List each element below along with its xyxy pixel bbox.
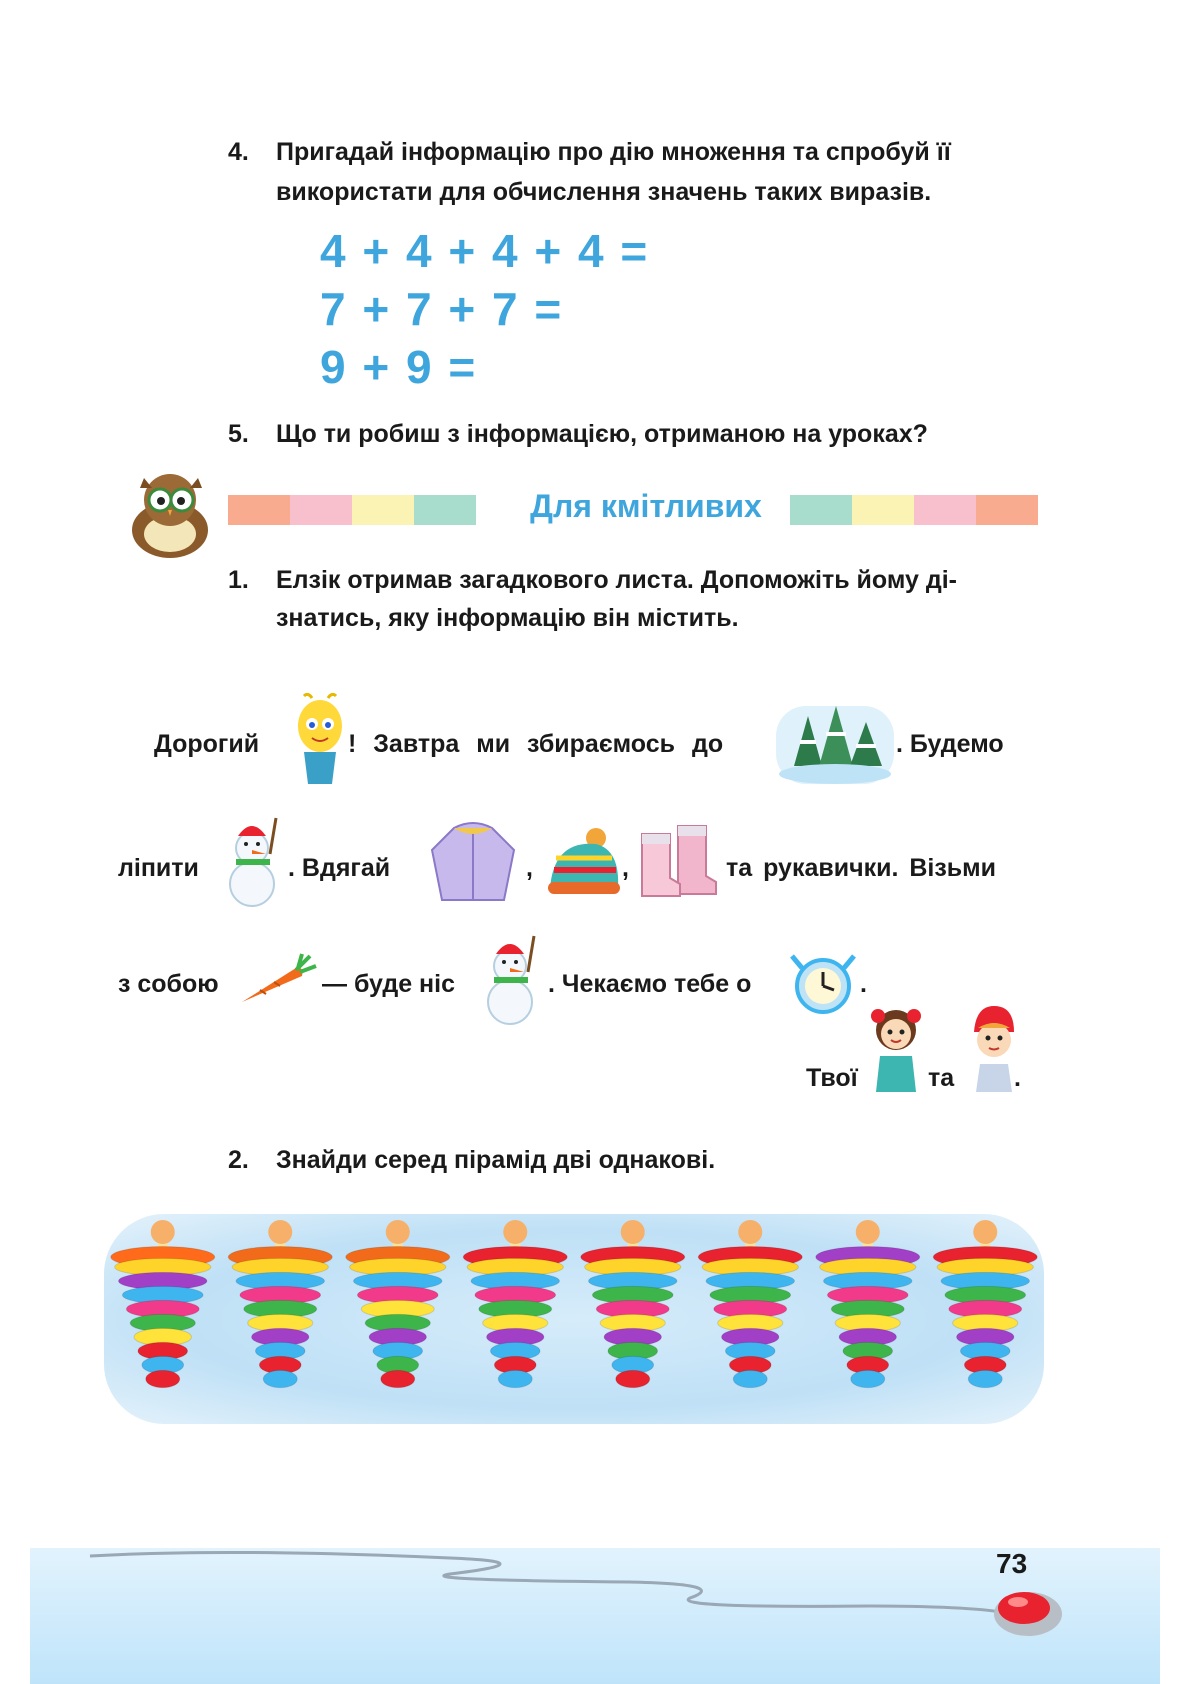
pyramid-ring xyxy=(498,1370,532,1387)
pyramid-knob xyxy=(386,1220,410,1244)
expression: 4 + 4 + 4 + 4 = xyxy=(320,225,650,277)
pyramid-ring xyxy=(733,1370,767,1387)
letter-text: . Вдягай xyxy=(288,854,391,882)
winter-forest-icon xyxy=(774,686,896,786)
stripe xyxy=(352,495,414,525)
task-text-line: Елзік отримав загадкового листа. Допоможіть йому ді- xyxy=(276,566,957,594)
puzzle-2 xyxy=(228,1142,1048,1182)
stripe xyxy=(414,495,476,525)
pyramid-ring xyxy=(851,1370,885,1387)
task-number: 1. xyxy=(228,566,249,594)
stripe xyxy=(914,495,976,525)
ring-pyramid[interactable] xyxy=(581,1220,685,1388)
pyramid-knob xyxy=(503,1220,527,1244)
letter-text: ліпити xyxy=(118,854,199,882)
ring-pyramid[interactable] xyxy=(346,1220,450,1388)
pyramids-drawing xyxy=(104,1214,1044,1424)
letter-text: Дорогий xyxy=(154,730,260,758)
boots-icon xyxy=(634,820,720,898)
pyramid-ring xyxy=(263,1370,297,1387)
girl-icon xyxy=(868,1002,924,1092)
section-title: Для кмітливих xyxy=(530,488,762,524)
task-text-line: знатись, яку інформацію він містить. xyxy=(276,604,739,632)
letter-text: Твої xyxy=(806,1064,858,1092)
section-banner xyxy=(118,470,1038,560)
expression: 7 + 7 + 7 = xyxy=(320,283,564,335)
task-4 xyxy=(228,134,1048,210)
pyramid-knob xyxy=(738,1220,762,1244)
pyramid-knob xyxy=(856,1220,880,1244)
pyramid-ring xyxy=(616,1370,650,1387)
pyramids-panel xyxy=(104,1214,1044,1424)
letter-text: . xyxy=(860,970,867,998)
clock-icon xyxy=(786,950,860,1016)
letter-text: . Чекаємо тебе о xyxy=(548,970,752,998)
page-number: 73 xyxy=(996,1548,1028,1579)
carrot-icon xyxy=(238,952,318,1008)
letter-text: з собою xyxy=(118,970,219,998)
letter-text: , xyxy=(526,854,533,882)
ring-pyramid[interactable] xyxy=(698,1220,802,1388)
puzzle-1 xyxy=(228,562,1048,642)
task-text-line: використати для обчислення значень таких виразів. xyxy=(276,178,932,206)
stripe xyxy=(976,495,1038,525)
task-text-line: Що ти робиш з інформацією, отриманою на уроках? xyxy=(276,420,928,448)
letter-text: . xyxy=(1014,1064,1021,1092)
pyramid-knob xyxy=(268,1220,292,1244)
hat-icon xyxy=(544,826,624,898)
letter-text: , xyxy=(622,854,629,882)
letter-text: та рукавички. Візьми xyxy=(726,854,997,882)
ring-pyramid[interactable] xyxy=(228,1220,332,1388)
ring-pyramid[interactable] xyxy=(111,1220,215,1388)
elzik-icon xyxy=(290,690,350,786)
letter-text: ! Завтра ми збираємось до xyxy=(348,730,724,758)
page-footer xyxy=(30,1548,1160,1684)
pyramid-ring xyxy=(381,1370,415,1387)
stripe xyxy=(290,495,352,525)
pyramid-ring xyxy=(968,1370,1002,1387)
pyramid-knob xyxy=(973,1220,997,1244)
pyramid-knob xyxy=(151,1220,175,1244)
letter-text: — буде ніс xyxy=(322,970,456,998)
snowman-icon xyxy=(476,932,546,1026)
task-text-line: Знайди серед пірамід дві однакові. xyxy=(276,1146,716,1174)
ring-pyramid[interactable] xyxy=(933,1220,1037,1388)
owl-icon xyxy=(118,470,228,560)
stripe xyxy=(852,495,914,525)
stripe xyxy=(790,495,852,525)
letter-text: та xyxy=(928,1064,955,1092)
task-number: 2. xyxy=(228,1146,249,1174)
jacket-icon xyxy=(424,820,522,904)
task-number: 5. xyxy=(228,420,249,448)
ring-pyramid[interactable] xyxy=(463,1220,567,1388)
ring-pyramid[interactable] xyxy=(816,1220,920,1388)
task-5 xyxy=(228,416,1048,456)
pyramid-knob xyxy=(621,1220,645,1244)
computer-mouse-icon xyxy=(990,1582,1066,1642)
letter-text: . Будемо xyxy=(896,730,1004,758)
pyramid-ring xyxy=(146,1370,180,1387)
task-number: 4. xyxy=(228,138,249,166)
task-text-line: Пригадай інформацію про дію множення та спробуй її xyxy=(276,138,951,166)
expression: 9 + 9 = xyxy=(320,341,478,393)
snowman-icon xyxy=(218,814,288,908)
stripe xyxy=(228,495,290,525)
rebus-letter xyxy=(0,670,1190,1100)
